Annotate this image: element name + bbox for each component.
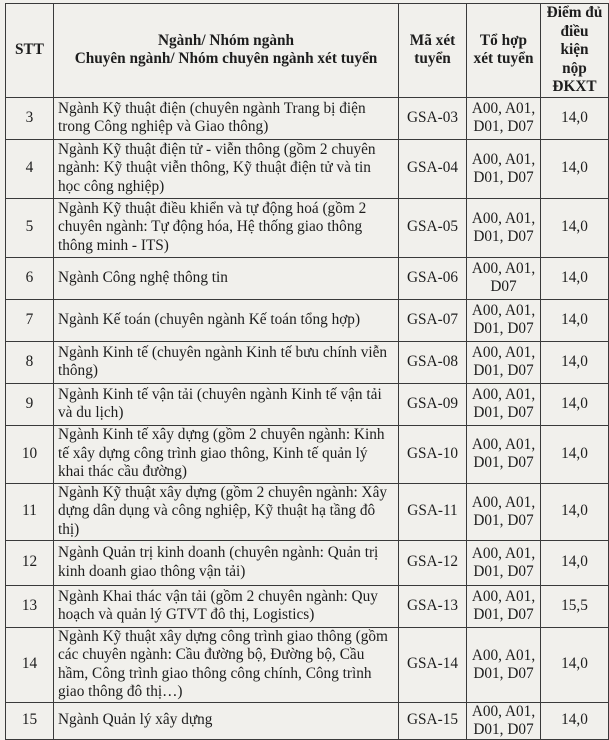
table-row: [6, 198, 609, 257]
cell-subject-combination: [467, 627, 541, 702]
cell-subject-combination: [467, 97, 541, 139]
header-combination: Tổ hợp xét tuyển: [467, 4, 541, 98]
combination-line-2: D01, D07: [473, 320, 534, 337]
cell-admission-code: GSA-13: [399, 585, 467, 627]
combination-line-1: A00, A01,: [471, 100, 536, 117]
cell-subject-combination: [467, 139, 541, 198]
admissions-table: [5, 3, 609, 740]
combination-line-2: D01, D07: [473, 454, 534, 471]
cell-min-score: 14,0: [541, 341, 609, 383]
cell-stt: 3: [6, 97, 54, 139]
table-row: [6, 257, 609, 299]
cell-major: Ngành Kinh tế (chuyên ngành Kinh tế bưu chính viễn thông): [54, 341, 399, 383]
cell-subject-combination: [467, 540, 541, 585]
cell-major: Ngành Kế toán (chuyên ngành Kế toán tổng hợp): [54, 299, 399, 341]
combination-line-1: A00, A01,: [471, 436, 536, 453]
cell-admission-code: GSA-10: [399, 425, 467, 483]
cell-major: Ngành Kinh tế vận tải (chuyên ngành Kinh tế vận tải và du lịch): [54, 383, 399, 425]
cell-major: Ngành Công nghệ thông tin: [54, 257, 399, 299]
header-major-line2: Chuyên ngành/ Nhóm chuyên ngành xét tuyển: [74, 50, 378, 68]
combination-line-2: D01, D07: [473, 168, 534, 186]
cell-admission-code: GSA-09: [399, 383, 467, 425]
cell-stt: 14: [6, 627, 54, 702]
cell-subject-combination: [467, 585, 541, 627]
cell-admission-code: GSA-04: [399, 139, 467, 198]
cell-min-score: 14,0: [541, 702, 609, 739]
cell-min-score: 14,0: [541, 198, 609, 257]
combination-line-1: A00, A01,: [471, 544, 536, 562]
cell-admission-code: GSA-08: [399, 341, 467, 383]
cell-subject-combination: [467, 299, 541, 341]
combination-line-1: A00, A01,: [471, 260, 536, 277]
header-min-score: Điểm đủ điều kiện nộp ĐKXT: [541, 4, 609, 98]
combination-line-2: D01, D07: [473, 362, 534, 379]
cell-admission-code: GSA-11: [399, 483, 467, 540]
cell-major: Ngành Quản trị kinh doanh (chuyên ngành: Quản trị kinh doanh giao thông vận tải): [54, 540, 399, 585]
table-row: [6, 425, 609, 483]
combination-line-1: A00, A01,: [471, 702, 536, 720]
cell-admission-code: GSA-07: [399, 299, 467, 341]
table-row: [6, 139, 609, 198]
cell-subject-combination: [467, 257, 541, 299]
table-row: [6, 540, 609, 585]
table-row: [6, 97, 609, 139]
combination-line-2: D01, D07: [473, 562, 534, 580]
cell-major: Ngành Kỹ thuật xây dựng (gồm 2 chuyên ngành: Xây dựng dân dụng và công nghiệp, Kỹ thuật hạ tầng đô thị): [54, 483, 399, 540]
combination-line-1: A00, A01,: [471, 209, 536, 227]
combination-line-2: D01, D07: [473, 511, 534, 529]
cell-stt: 12: [6, 540, 54, 585]
cell-stt: 9: [6, 383, 54, 425]
combination-line-2: D01, D07: [473, 227, 534, 245]
cell-major: Ngành Quản lý xây dựng: [54, 702, 399, 739]
header-major: [54, 4, 399, 98]
cell-min-score: 14,0: [541, 483, 609, 540]
cell-admission-code: GSA-14: [399, 627, 467, 702]
combination-line-1: A00, A01,: [471, 344, 536, 361]
cell-admission-code: GSA-03: [399, 97, 467, 139]
cell-subject-combination: [467, 425, 541, 483]
cell-min-score: 14,0: [541, 540, 609, 585]
cell-stt: 4: [6, 139, 54, 198]
cell-stt: 10: [6, 425, 54, 483]
cell-min-score: 14,0: [541, 139, 609, 198]
cell-major: Ngành Khai thác vận tải (gồm 2 chuyên ngành: Quy hoạch và quản lý GTVT đô thị, Logistics): [54, 585, 399, 627]
combination-line-1: A00, A01,: [471, 493, 536, 511]
cell-stt: 8: [6, 341, 54, 383]
combination-line-2: D01, D07: [473, 118, 534, 135]
table-row: [6, 627, 609, 702]
cell-admission-code: GSA-12: [399, 540, 467, 585]
cell-subject-combination: [467, 341, 541, 383]
cell-stt: 7: [6, 299, 54, 341]
cell-stt: 6: [6, 257, 54, 299]
table-header-row: [6, 4, 609, 98]
table-row: [6, 585, 609, 627]
table-row: [6, 483, 609, 540]
combination-line-2: D01, D07: [473, 720, 534, 738]
combination-line-1: A00, A01,: [471, 386, 536, 403]
table-row: [6, 341, 609, 383]
table-row: [6, 383, 609, 425]
combination-line-1: A00, A01,: [471, 588, 536, 605]
cell-stt: 15: [6, 702, 54, 739]
table-row: [6, 702, 609, 739]
header-major-line1: Ngành/ Nhóm ngành: [157, 31, 295, 49]
cell-stt: 13: [6, 585, 54, 627]
cell-major: Ngành Kỹ thuật điều khiển và tự động hoá (gồm 2 chuyên ngành: Tự động hóa, Hệ thống giao thông thông minh - ITS): [54, 198, 399, 257]
combination-line-1: A00, A01,: [471, 302, 536, 319]
table-body: [6, 97, 609, 739]
cell-min-score: 14,0: [541, 299, 609, 341]
cell-min-score: 14,0: [541, 627, 609, 702]
cell-min-score: 14,0: [541, 97, 609, 139]
cell-subject-combination: [467, 702, 541, 739]
combination-line-2: D01, D07: [473, 404, 534, 421]
cell-subject-combination: [467, 383, 541, 425]
cell-stt: 5: [6, 198, 54, 257]
cell-major: Ngành Kỹ thuật xây dựng công trình giao thông (gồm các chuyên ngành: Cầu đường bộ, Đường bộ, Cầu hầm, Công trình giao thông công chính, Công trình giao thông đô thị…): [54, 627, 399, 702]
combination-line-1: A00, A01,: [471, 150, 536, 168]
header-code: Mã xét tuyển: [399, 4, 467, 98]
cell-admission-code: GSA-15: [399, 702, 467, 739]
cell-subject-combination: [467, 198, 541, 257]
header-stt: STT: [6, 4, 54, 98]
combination-line-2: D01, D07: [473, 664, 534, 682]
cell-min-score: 14,0: [541, 425, 609, 483]
cell-stt: 11: [6, 483, 54, 540]
cell-admission-code: GSA-05: [399, 198, 467, 257]
combination-line-2: D01, D07: [473, 606, 534, 623]
cell-major: Ngành Kinh tế xây dựng (gồm 2 chuyên ngành: Kinh tế xây dựng công trình giao thông, Kinh tế quản lý khai thác cầu đường): [54, 425, 399, 483]
cell-min-score: 15,5: [541, 585, 609, 627]
cell-admission-code: GSA-06: [399, 257, 467, 299]
cell-subject-combination: [467, 483, 541, 540]
combination-line-2: D07: [490, 278, 517, 295]
cell-major: Ngành Kỹ thuật điện tử - viễn thông (gồm 2 chuyên ngành: Kỹ thuật viễn thông, Kỹ thuật điện tử và tin học công nghiệp): [54, 139, 399, 198]
table-row: [6, 299, 609, 341]
combination-line-1: A00, A01,: [471, 646, 536, 664]
cell-major: Ngành Kỹ thuật điện (chuyên ngành Trang bị điện trong Công nghiệp và Giao thông): [54, 97, 399, 139]
cell-min-score: 14,0: [541, 257, 609, 299]
cell-min-score: 14,0: [541, 383, 609, 425]
